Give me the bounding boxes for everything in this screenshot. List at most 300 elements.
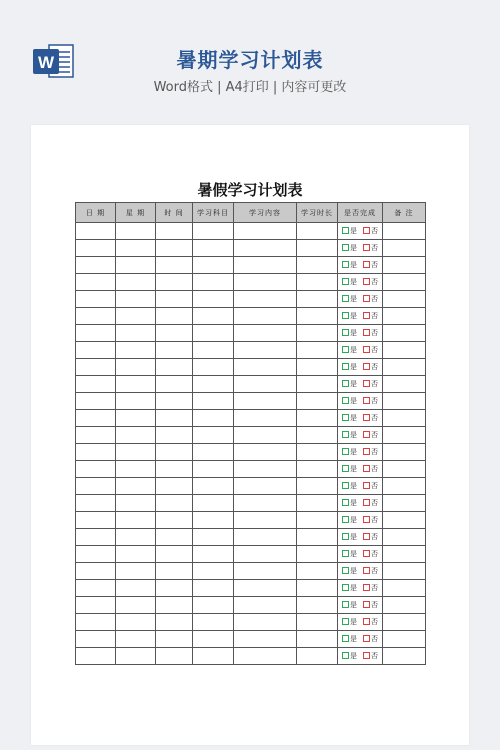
table-cell[interactable] bbox=[116, 393, 156, 410]
table-cell[interactable] bbox=[297, 308, 338, 325]
table-cell[interactable] bbox=[76, 342, 116, 359]
no-checkbox[interactable] bbox=[363, 431, 370, 438]
table-row bbox=[76, 444, 426, 461]
no-label: 否 bbox=[371, 566, 378, 575]
table-cell[interactable] bbox=[297, 240, 338, 257]
no-checkbox[interactable] bbox=[363, 601, 370, 608]
completion-cell bbox=[338, 563, 383, 580]
yes-label: 是 bbox=[350, 311, 357, 320]
yes-checkbox[interactable] bbox=[342, 346, 349, 353]
no-label: 否 bbox=[371, 226, 378, 235]
no-label: 否 bbox=[371, 430, 378, 439]
yes-checkbox[interactable] bbox=[342, 244, 349, 251]
table-cell[interactable] bbox=[193, 597, 234, 614]
no-checkbox[interactable] bbox=[363, 567, 370, 574]
yes-checkbox[interactable] bbox=[342, 465, 349, 472]
table-cell[interactable] bbox=[297, 631, 338, 648]
table-cell[interactable] bbox=[234, 648, 297, 665]
table-row bbox=[76, 257, 426, 274]
table-cell[interactable] bbox=[116, 614, 156, 631]
yes-label: 是 bbox=[350, 243, 357, 252]
table-cell[interactable] bbox=[297, 223, 338, 240]
table-cell[interactable] bbox=[193, 427, 234, 444]
table-cell[interactable] bbox=[193, 359, 234, 376]
table-row bbox=[76, 427, 426, 444]
table-cell[interactable] bbox=[234, 461, 297, 478]
yes-label: 是 bbox=[350, 634, 357, 643]
table-row bbox=[76, 240, 426, 257]
table-cell[interactable] bbox=[234, 359, 297, 376]
table-cell[interactable] bbox=[116, 325, 156, 342]
table-cell[interactable] bbox=[193, 308, 234, 325]
no-checkbox[interactable] bbox=[363, 261, 370, 268]
table-cell[interactable] bbox=[234, 444, 297, 461]
table-cell[interactable] bbox=[156, 546, 193, 563]
column-header: 学习内容 bbox=[234, 203, 297, 223]
table-cell[interactable] bbox=[234, 291, 297, 308]
table-cell[interactable] bbox=[156, 308, 193, 325]
no-label: 否 bbox=[371, 617, 378, 626]
no-checkbox[interactable] bbox=[363, 363, 370, 370]
table-cell[interactable] bbox=[193, 478, 234, 495]
yes-label: 是 bbox=[350, 498, 357, 507]
table-cell[interactable] bbox=[234, 410, 297, 427]
table-cell[interactable] bbox=[383, 376, 426, 393]
table-row bbox=[76, 478, 426, 495]
table-row bbox=[76, 274, 426, 291]
completion-cell bbox=[338, 308, 383, 325]
table-cell[interactable] bbox=[116, 359, 156, 376]
plan-table bbox=[75, 202, 426, 665]
table-cell[interactable] bbox=[156, 495, 193, 512]
table-cell[interactable] bbox=[76, 393, 116, 410]
completion-cell bbox=[338, 614, 383, 631]
table-cell[interactable] bbox=[116, 529, 156, 546]
completion-cell bbox=[338, 274, 383, 291]
table-cell[interactable] bbox=[76, 648, 116, 665]
table-cell[interactable] bbox=[193, 274, 234, 291]
no-checkbox[interactable] bbox=[363, 618, 370, 625]
table-cell[interactable] bbox=[383, 240, 426, 257]
yes-checkbox[interactable] bbox=[342, 227, 349, 234]
table-cell[interactable] bbox=[383, 274, 426, 291]
table-cell[interactable] bbox=[193, 223, 234, 240]
no-label: 否 bbox=[371, 243, 378, 252]
table-cell[interactable] bbox=[193, 240, 234, 257]
no-checkbox[interactable] bbox=[363, 380, 370, 387]
yes-checkbox[interactable] bbox=[342, 584, 349, 591]
no-checkbox[interactable] bbox=[363, 329, 370, 336]
no-checkbox[interactable] bbox=[363, 499, 370, 506]
table-cell[interactable] bbox=[193, 580, 234, 597]
table-cell[interactable] bbox=[193, 529, 234, 546]
table-cell[interactable] bbox=[193, 631, 234, 648]
completion-cell bbox=[338, 648, 383, 665]
table-cell[interactable] bbox=[76, 359, 116, 376]
completion-cell bbox=[338, 376, 383, 393]
table-cell[interactable] bbox=[234, 546, 297, 563]
table-row bbox=[76, 291, 426, 308]
yes-label: 是 bbox=[350, 583, 357, 592]
table-cell[interactable] bbox=[383, 461, 426, 478]
table-cell[interactable] bbox=[156, 580, 193, 597]
table-cell[interactable] bbox=[116, 478, 156, 495]
table-cell[interactable] bbox=[234, 478, 297, 495]
table-cell[interactable] bbox=[383, 291, 426, 308]
table-cell[interactable] bbox=[297, 614, 338, 631]
yes-checkbox[interactable] bbox=[342, 278, 349, 285]
table-cell[interactable] bbox=[116, 631, 156, 648]
table-cell[interactable] bbox=[383, 478, 426, 495]
table-cell[interactable] bbox=[383, 359, 426, 376]
table-cell[interactable] bbox=[383, 410, 426, 427]
completion-cell bbox=[338, 342, 383, 359]
table-cell[interactable] bbox=[116, 546, 156, 563]
yes-label: 是 bbox=[350, 362, 357, 371]
table-cell[interactable] bbox=[383, 427, 426, 444]
table-cell[interactable] bbox=[76, 461, 116, 478]
table-cell[interactable] bbox=[156, 325, 193, 342]
table-cell[interactable] bbox=[234, 223, 297, 240]
yes-label: 是 bbox=[350, 430, 357, 439]
table-cell[interactable] bbox=[297, 648, 338, 665]
table-cell[interactable] bbox=[156, 461, 193, 478]
table-cell[interactable] bbox=[383, 444, 426, 461]
no-checkbox[interactable] bbox=[363, 397, 370, 404]
table-cell[interactable] bbox=[76, 478, 116, 495]
no-label: 否 bbox=[371, 260, 378, 269]
table-cell[interactable] bbox=[234, 274, 297, 291]
table-cell[interactable] bbox=[234, 240, 297, 257]
table-cell[interactable] bbox=[76, 223, 116, 240]
table-cell[interactable] bbox=[193, 376, 234, 393]
table-cell[interactable] bbox=[156, 342, 193, 359]
svg-text:W: W bbox=[37, 53, 55, 72]
table-cell[interactable] bbox=[76, 376, 116, 393]
no-checkbox[interactable] bbox=[363, 346, 370, 353]
yes-label: 是 bbox=[350, 345, 357, 354]
no-checkbox[interactable] bbox=[363, 465, 370, 472]
yes-checkbox[interactable] bbox=[342, 533, 349, 540]
yes-checkbox[interactable] bbox=[342, 295, 349, 302]
table-cell[interactable] bbox=[234, 495, 297, 512]
yes-checkbox[interactable] bbox=[342, 431, 349, 438]
table-cell[interactable] bbox=[383, 546, 426, 563]
table-cell[interactable] bbox=[76, 325, 116, 342]
table-cell[interactable] bbox=[193, 410, 234, 427]
table-cell[interactable] bbox=[193, 342, 234, 359]
table-cell[interactable] bbox=[76, 495, 116, 512]
table-cell[interactable] bbox=[76, 308, 116, 325]
no-checkbox[interactable] bbox=[363, 448, 370, 455]
no-label: 否 bbox=[371, 583, 378, 592]
table-cell[interactable] bbox=[116, 563, 156, 580]
table-cell[interactable] bbox=[193, 546, 234, 563]
table-cell[interactable] bbox=[76, 631, 116, 648]
table-cell[interactable] bbox=[297, 325, 338, 342]
table-cell[interactable] bbox=[116, 257, 156, 274]
table-cell[interactable] bbox=[156, 648, 193, 665]
table-cell[interactable] bbox=[156, 359, 193, 376]
table-cell[interactable] bbox=[234, 597, 297, 614]
table-cell[interactable] bbox=[156, 478, 193, 495]
table-cell[interactable] bbox=[156, 257, 193, 274]
table-cell[interactable] bbox=[297, 478, 338, 495]
table-cell[interactable] bbox=[116, 461, 156, 478]
table-cell[interactable] bbox=[116, 495, 156, 512]
table-cell[interactable] bbox=[76, 410, 116, 427]
completion-cell bbox=[338, 597, 383, 614]
no-checkbox[interactable] bbox=[363, 652, 370, 659]
table-cell[interactable] bbox=[76, 240, 116, 257]
table-cell[interactable] bbox=[297, 529, 338, 546]
no-label: 否 bbox=[371, 498, 378, 507]
table-cell[interactable] bbox=[193, 614, 234, 631]
no-checkbox[interactable] bbox=[363, 584, 370, 591]
yes-checkbox[interactable] bbox=[342, 482, 349, 489]
yes-checkbox[interactable] bbox=[342, 312, 349, 319]
no-checkbox[interactable] bbox=[363, 635, 370, 642]
yes-checkbox[interactable] bbox=[342, 397, 349, 404]
table-cell[interactable] bbox=[383, 325, 426, 342]
table-cell[interactable] bbox=[234, 580, 297, 597]
table-row bbox=[76, 563, 426, 580]
table-cell[interactable] bbox=[234, 342, 297, 359]
yes-label: 是 bbox=[350, 481, 357, 490]
table-cell[interactable] bbox=[297, 546, 338, 563]
table-row bbox=[76, 393, 426, 410]
no-label: 否 bbox=[371, 413, 378, 422]
yes-checkbox[interactable] bbox=[342, 499, 349, 506]
table-cell[interactable] bbox=[297, 580, 338, 597]
yes-checkbox[interactable] bbox=[342, 635, 349, 642]
table-cell[interactable] bbox=[76, 427, 116, 444]
no-checkbox[interactable] bbox=[363, 278, 370, 285]
table-cell[interactable] bbox=[193, 648, 234, 665]
no-checkbox[interactable] bbox=[363, 550, 370, 557]
yes-checkbox[interactable] bbox=[342, 414, 349, 421]
table-cell[interactable] bbox=[116, 342, 156, 359]
table-cell[interactable] bbox=[156, 291, 193, 308]
table-row bbox=[76, 597, 426, 614]
table-cell[interactable] bbox=[297, 563, 338, 580]
yes-label: 是 bbox=[350, 328, 357, 337]
table-cell[interactable] bbox=[76, 257, 116, 274]
table-cell[interactable] bbox=[383, 631, 426, 648]
completion-cell bbox=[338, 529, 383, 546]
table-cell[interactable] bbox=[383, 223, 426, 240]
table-cell[interactable] bbox=[297, 597, 338, 614]
no-checkbox[interactable] bbox=[363, 227, 370, 234]
table-row bbox=[76, 325, 426, 342]
table-row bbox=[76, 546, 426, 563]
no-label: 否 bbox=[371, 532, 378, 541]
no-checkbox[interactable] bbox=[363, 516, 370, 523]
table-cell[interactable] bbox=[193, 512, 234, 529]
yes-checkbox[interactable] bbox=[342, 516, 349, 523]
completion-cell bbox=[338, 257, 383, 274]
table-cell[interactable] bbox=[297, 495, 338, 512]
table-cell[interactable] bbox=[193, 444, 234, 461]
table-cell[interactable] bbox=[297, 410, 338, 427]
table-cell[interactable] bbox=[156, 529, 193, 546]
table-cell[interactable] bbox=[234, 512, 297, 529]
completion-cell bbox=[338, 461, 383, 478]
completion-cell bbox=[338, 427, 383, 444]
yes-checkbox[interactable] bbox=[342, 601, 349, 608]
table-cell[interactable] bbox=[234, 376, 297, 393]
table-cell[interactable] bbox=[383, 614, 426, 631]
no-checkbox[interactable] bbox=[363, 414, 370, 421]
table-cell[interactable] bbox=[234, 325, 297, 342]
table-cell[interactable] bbox=[297, 427, 338, 444]
table-cell[interactable] bbox=[156, 393, 193, 410]
column-header: 时 间 bbox=[156, 203, 193, 223]
table-cell[interactable] bbox=[297, 444, 338, 461]
yes-checkbox[interactable] bbox=[342, 618, 349, 625]
table-cell[interactable] bbox=[383, 495, 426, 512]
yes-checkbox[interactable] bbox=[342, 567, 349, 574]
table-cell[interactable] bbox=[116, 223, 156, 240]
yes-checkbox[interactable] bbox=[342, 448, 349, 455]
table-cell[interactable] bbox=[383, 648, 426, 665]
table-cell[interactable] bbox=[76, 529, 116, 546]
table-row bbox=[76, 376, 426, 393]
yes-checkbox[interactable] bbox=[342, 363, 349, 370]
table-cell[interactable] bbox=[156, 223, 193, 240]
table-cell[interactable] bbox=[234, 308, 297, 325]
table-cell[interactable] bbox=[234, 614, 297, 631]
column-header: 是否完成 bbox=[338, 203, 383, 223]
table-cell[interactable] bbox=[383, 342, 426, 359]
yes-checkbox[interactable] bbox=[342, 380, 349, 387]
table-cell[interactable] bbox=[76, 614, 116, 631]
table-cell[interactable] bbox=[297, 359, 338, 376]
table-cell[interactable] bbox=[297, 342, 338, 359]
table-cell[interactable] bbox=[156, 563, 193, 580]
table-cell[interactable] bbox=[193, 393, 234, 410]
table-cell[interactable] bbox=[116, 274, 156, 291]
table-cell[interactable] bbox=[116, 580, 156, 597]
yes-checkbox[interactable] bbox=[342, 550, 349, 557]
table-cell[interactable] bbox=[156, 444, 193, 461]
no-label: 否 bbox=[371, 328, 378, 337]
table-cell[interactable] bbox=[156, 376, 193, 393]
table-cell[interactable] bbox=[234, 563, 297, 580]
yes-checkbox[interactable] bbox=[342, 652, 349, 659]
table-cell[interactable] bbox=[156, 410, 193, 427]
table-cell[interactable] bbox=[297, 512, 338, 529]
no-checkbox[interactable] bbox=[363, 295, 370, 302]
table-cell[interactable] bbox=[234, 631, 297, 648]
no-checkbox[interactable] bbox=[363, 482, 370, 489]
table-cell[interactable] bbox=[234, 393, 297, 410]
table-cell[interactable] bbox=[116, 427, 156, 444]
table-cell[interactable] bbox=[76, 512, 116, 529]
table-cell[interactable] bbox=[297, 461, 338, 478]
table-cell[interactable] bbox=[297, 393, 338, 410]
table-cell[interactable] bbox=[234, 427, 297, 444]
table-cell[interactable] bbox=[116, 308, 156, 325]
table-cell[interactable] bbox=[116, 444, 156, 461]
table-cell[interactable] bbox=[116, 376, 156, 393]
table-cell[interactable] bbox=[76, 580, 116, 597]
completion-cell bbox=[338, 546, 383, 563]
table-cell[interactable] bbox=[76, 274, 116, 291]
completion-cell bbox=[338, 444, 383, 461]
no-label: 否 bbox=[371, 481, 378, 490]
table-cell[interactable] bbox=[297, 376, 338, 393]
table-cell[interactable] bbox=[234, 257, 297, 274]
table-cell[interactable] bbox=[116, 648, 156, 665]
completion-cell bbox=[338, 631, 383, 648]
no-checkbox[interactable] bbox=[363, 244, 370, 251]
no-label: 否 bbox=[371, 549, 378, 558]
completion-cell bbox=[338, 291, 383, 308]
table-cell[interactable] bbox=[383, 393, 426, 410]
table-cell[interactable] bbox=[76, 563, 116, 580]
table-cell[interactable] bbox=[156, 512, 193, 529]
table-cell[interactable] bbox=[156, 240, 193, 257]
table-cell[interactable] bbox=[193, 461, 234, 478]
table-cell[interactable] bbox=[116, 410, 156, 427]
no-checkbox[interactable] bbox=[363, 533, 370, 540]
no-checkbox[interactable] bbox=[363, 312, 370, 319]
table-cell[interactable] bbox=[383, 597, 426, 614]
table-cell[interactable] bbox=[234, 529, 297, 546]
table-cell[interactable] bbox=[156, 427, 193, 444]
completion-cell bbox=[338, 393, 383, 410]
table-cell[interactable] bbox=[383, 308, 426, 325]
table-cell[interactable] bbox=[76, 291, 116, 308]
table-cell[interactable] bbox=[156, 631, 193, 648]
table-cell[interactable] bbox=[297, 257, 338, 274]
table-cell[interactable] bbox=[156, 274, 193, 291]
table-cell[interactable] bbox=[116, 597, 156, 614]
table-cell[interactable] bbox=[193, 257, 234, 274]
yes-checkbox[interactable] bbox=[342, 261, 349, 268]
table-cell[interactable] bbox=[156, 597, 193, 614]
table-cell[interactable] bbox=[383, 580, 426, 597]
table-cell[interactable] bbox=[116, 291, 156, 308]
table-cell[interactable] bbox=[76, 597, 116, 614]
table-cell[interactable] bbox=[76, 546, 116, 563]
table-cell[interactable] bbox=[116, 512, 156, 529]
table-cell[interactable] bbox=[116, 240, 156, 257]
yes-label: 是 bbox=[350, 277, 357, 286]
table-cell[interactable] bbox=[193, 325, 234, 342]
table-cell[interactable] bbox=[193, 291, 234, 308]
completion-cell bbox=[338, 240, 383, 257]
table-cell[interactable] bbox=[383, 512, 426, 529]
table-cell[interactable] bbox=[193, 563, 234, 580]
no-label: 否 bbox=[371, 600, 378, 609]
yes-label: 是 bbox=[350, 532, 357, 541]
table-cell[interactable] bbox=[76, 444, 116, 461]
yes-checkbox[interactable] bbox=[342, 329, 349, 336]
table-cell[interactable] bbox=[193, 495, 234, 512]
table-row bbox=[76, 512, 426, 529]
column-header: 日 期 bbox=[76, 203, 116, 223]
table-cell[interactable] bbox=[383, 563, 426, 580]
table-cell[interactable] bbox=[156, 614, 193, 631]
yes-label: 是 bbox=[350, 464, 357, 473]
table-cell[interactable] bbox=[383, 529, 426, 546]
completion-cell bbox=[338, 359, 383, 376]
table-cell[interactable] bbox=[383, 257, 426, 274]
table-cell[interactable] bbox=[297, 291, 338, 308]
table-cell[interactable] bbox=[297, 274, 338, 291]
